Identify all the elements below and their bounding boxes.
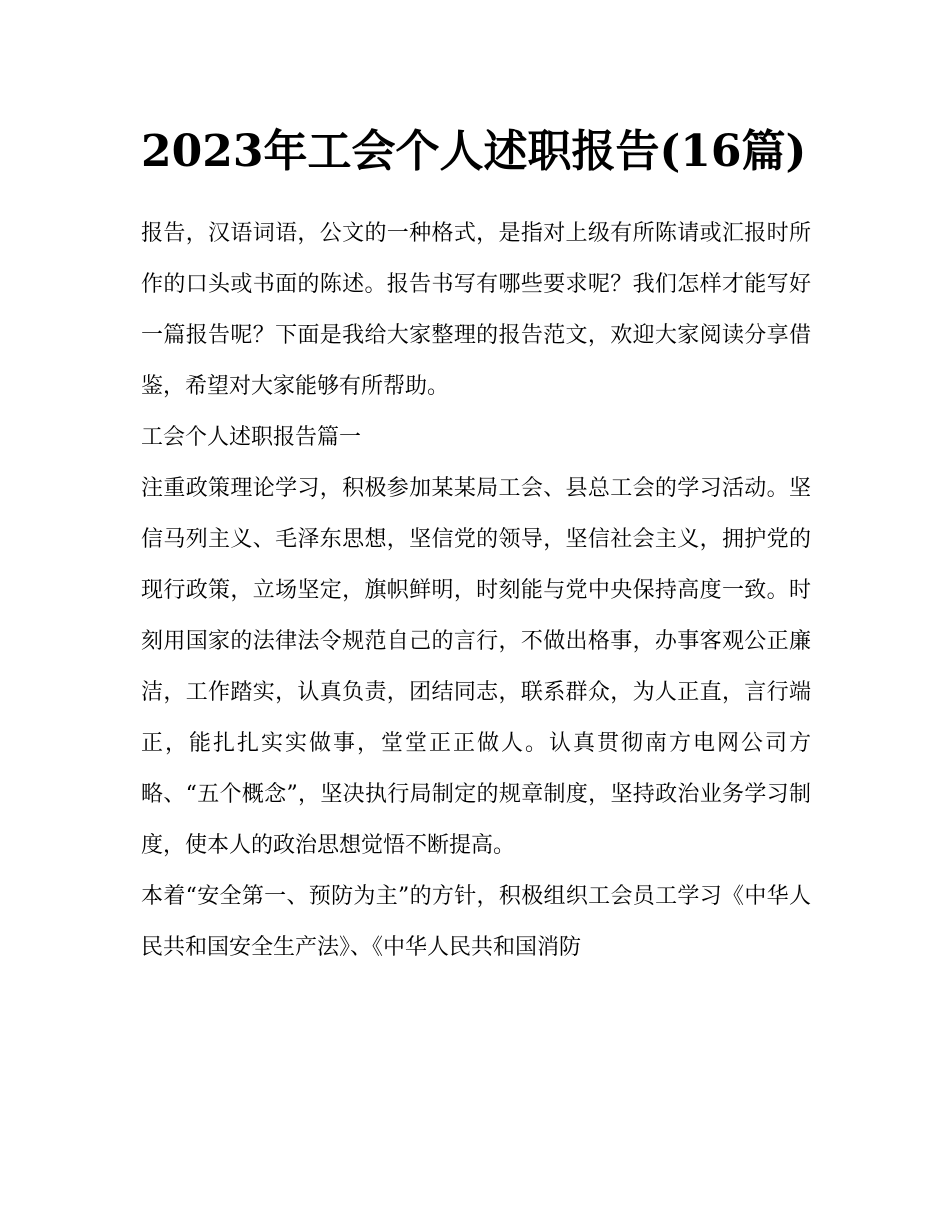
body-paragraph-1: 注重政策理论学习，积极参加某某局工会、县总工会的学习活动。坚信马列主义、毛泽东思想，坚信党的领导，坚信社会主义，拥护党的现行政策，立场坚定，旗帜鲜明，时刻能与党中央保持高度一致。时刻用国家的法律法令规范自己的言行，不做出格事，办事客观公正廉洁，工作踏实，认真负责，团结同志，联系群众，为人正直，言行端正，能扎扎实实做事，堂堂正正做人。认真贯彻南方电网公司方略、“五个概念”，坚决执行局制定的规章制度，坚持政治业务学习制度，使本人的政治思想觉悟不断提高。 [141, 476, 811, 858]
document-body [141, 114, 811, 973]
intro-paragraph: 报告，汉语词语，公文的一种格式，是指对上级有所陈请或汇报时所作的口头或书面的陈述。报告书写有哪些要求呢？我们怎样才能写好一篇报告呢？下面是我给大家整理的报告范文，欢迎大家阅读分享借鉴，希望对大家能够有所帮助。 [141, 221, 811, 399]
document-title: 2023年工会个人述职报告(16篇) [141, 126, 807, 177]
section-heading: 工会个人述职报告篇一 [141, 425, 362, 450]
body-paragraph-2: 本着“安全第一、预防为主”的方针，积极组织工会员工学习《中华人民共和国安全生产法》、《中华人民共和国消防 [141, 884, 811, 960]
